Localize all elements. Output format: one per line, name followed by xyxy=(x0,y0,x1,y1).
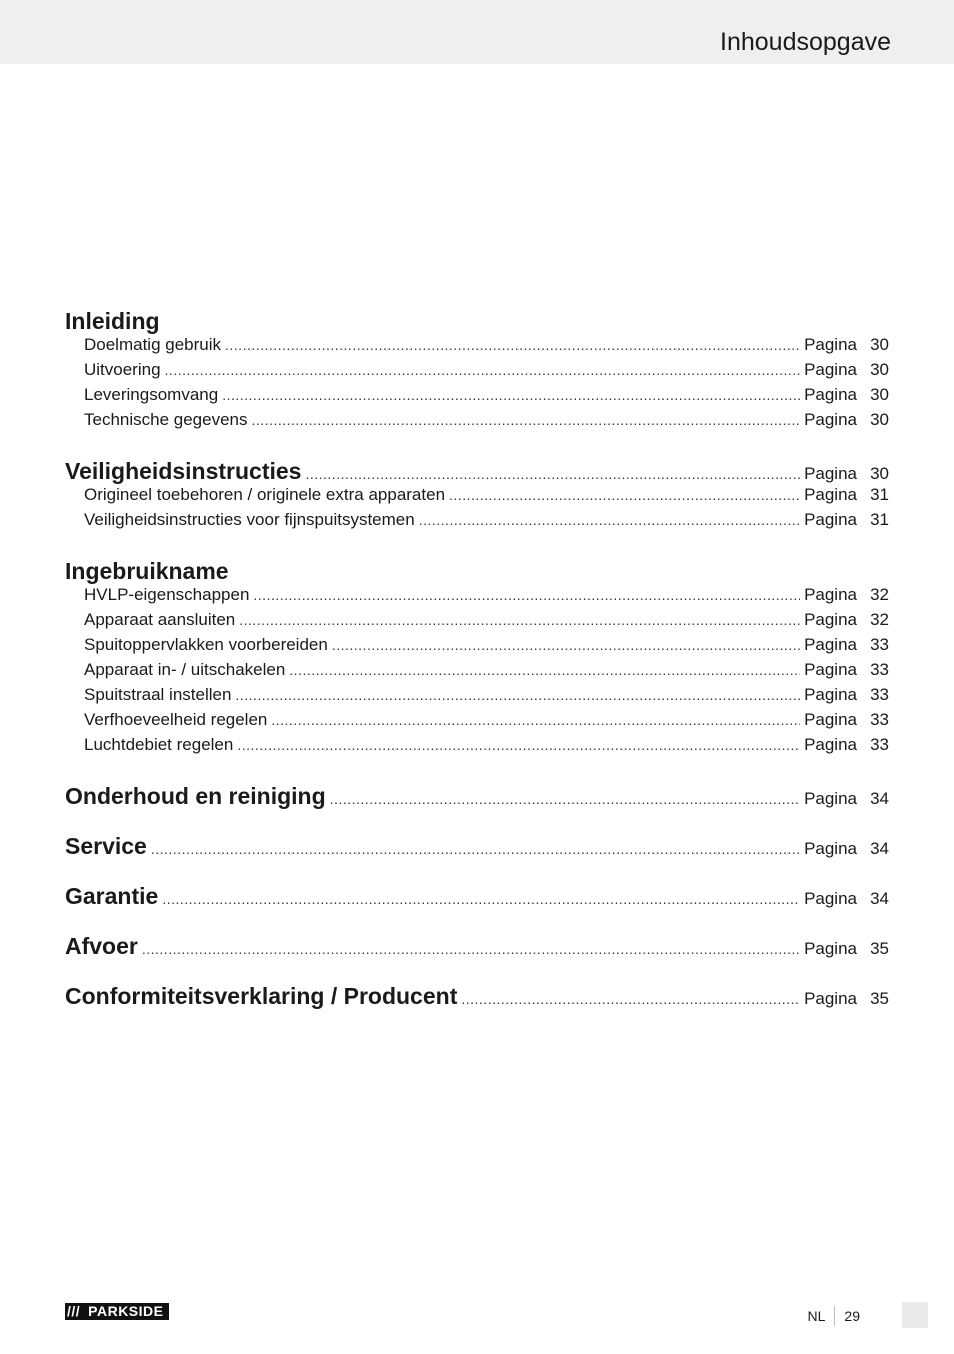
toc-entry[interactable] xyxy=(65,335,889,360)
toc-heading: Garantie xyxy=(65,883,159,909)
page-number: 30 xyxy=(870,385,889,404)
page-label: Pagina xyxy=(804,360,857,379)
toc-entry-label: Spuitoppervlakken voorbereiden xyxy=(84,635,328,654)
toc-heading: Ingebruikname xyxy=(65,558,229,584)
page-label: Pagina xyxy=(804,585,857,604)
toc-section-conformiteit xyxy=(65,983,889,1010)
toc-heading-row[interactable] xyxy=(65,558,889,585)
toc-heading: Conformiteitsverklaring / Producent xyxy=(65,983,458,1009)
page-number: 34 xyxy=(870,889,889,908)
page-number: 33 xyxy=(870,635,889,654)
page-label: Pagina xyxy=(804,789,857,808)
toc-entry[interactable] xyxy=(65,735,889,760)
toc-heading: Service xyxy=(65,833,147,859)
toc-entry[interactable] xyxy=(65,685,889,710)
toc-section-ingebruikname xyxy=(65,558,889,760)
toc-heading-row[interactable] xyxy=(65,983,889,1010)
toc-entry[interactable] xyxy=(65,360,889,385)
toc-entry-label: Uitvoering xyxy=(84,360,161,379)
page-number: 30 xyxy=(870,410,889,429)
page-label: Pagina xyxy=(804,889,857,908)
page-number: 30 xyxy=(870,335,889,354)
page-label: Pagina xyxy=(804,735,857,754)
leader-dots xyxy=(252,412,801,428)
footer-divider xyxy=(834,1306,835,1326)
page-number-footer: 29 xyxy=(844,1308,860,1324)
page-number: 33 xyxy=(870,685,889,704)
leader-dots xyxy=(237,737,800,753)
toc-heading-row[interactable] xyxy=(65,458,889,485)
toc-section-veiligheidsinstructies xyxy=(65,458,889,535)
toc-heading-row[interactable] xyxy=(65,933,889,960)
toc-section-inleiding xyxy=(65,308,889,435)
toc-entry-label: Spuitstraal instellen xyxy=(84,685,232,704)
page-label: Pagina xyxy=(804,710,857,729)
toc-heading-row[interactable] xyxy=(65,783,889,810)
leader-dots xyxy=(225,337,800,353)
toc-section-service xyxy=(65,833,889,860)
toc-entry-label: Leveringsomvang xyxy=(84,385,219,404)
footer-corner-box xyxy=(902,1302,928,1328)
brand-name: PARKSIDE xyxy=(86,1303,169,1320)
page-number: 32 xyxy=(870,610,889,629)
toc-section-onderhoud xyxy=(65,783,889,810)
page-label: Pagina xyxy=(804,510,857,529)
leader-dots xyxy=(305,466,800,482)
page-number: 35 xyxy=(870,989,889,1008)
toc-entry-label: Doelmatig gebruik xyxy=(84,335,222,354)
leader-dots xyxy=(332,637,800,653)
toc-entry[interactable] xyxy=(65,585,889,610)
toc-entry[interactable] xyxy=(65,385,889,410)
page-number: 35 xyxy=(870,939,889,958)
toc-heading: Veiligheidsinstructies xyxy=(65,458,302,484)
leader-dots xyxy=(162,891,800,907)
leader-dots xyxy=(461,991,800,1007)
toc-entry-label: Apparaat in- / uitschakelen xyxy=(84,660,286,679)
leader-dots xyxy=(235,687,800,703)
page-number: 33 xyxy=(870,710,889,729)
table-of-contents xyxy=(65,308,889,1033)
leader-dots xyxy=(271,712,800,728)
toc-entry[interactable] xyxy=(65,610,889,635)
toc-entry[interactable] xyxy=(65,410,889,435)
toc-section-garantie xyxy=(65,883,889,910)
toc-entry-label: Apparaat aansluiten xyxy=(84,610,236,629)
page-number: 33 xyxy=(870,660,889,679)
leader-dots xyxy=(449,487,800,503)
leader-dots xyxy=(165,362,801,378)
toc-entry-label: Verfhoeveelheid regelen xyxy=(84,710,268,729)
page-number: 31 xyxy=(870,485,889,504)
leader-dots xyxy=(151,841,800,857)
page-label: Pagina xyxy=(804,385,857,404)
page-label: Pagina xyxy=(804,939,857,958)
toc-section-afvoer xyxy=(65,933,889,960)
page-label: Pagina xyxy=(804,685,857,704)
toc-entry-label: Origineel toebehoren / originele extra apparaten xyxy=(84,485,446,504)
page-label: Pagina xyxy=(804,410,857,429)
parkside-logo xyxy=(65,1303,169,1320)
toc-entry[interactable] xyxy=(65,710,889,735)
leader-dots xyxy=(419,512,800,528)
page-label: Pagina xyxy=(804,464,857,483)
page-number: 34 xyxy=(870,789,889,808)
brand-stripes: /// xyxy=(65,1303,86,1320)
toc-heading: Onderhoud en reiniging xyxy=(65,783,326,809)
page-label: Pagina xyxy=(804,839,857,858)
leader-dots xyxy=(222,387,800,403)
toc-heading-row[interactable] xyxy=(65,308,889,335)
page-number: 30 xyxy=(870,464,889,483)
page-label: Pagina xyxy=(804,335,857,354)
page-number: 33 xyxy=(870,735,889,754)
toc-entry-label: Veiligheidsinstructies voor fijnspuitsystemen xyxy=(84,510,415,529)
page-label: Pagina xyxy=(804,610,857,629)
toc-heading-row[interactable] xyxy=(65,883,889,910)
footer-page-info xyxy=(808,1306,860,1326)
page-number: 31 xyxy=(870,510,889,529)
leader-dots xyxy=(330,791,800,807)
page-number: 30 xyxy=(870,360,889,379)
toc-entry-label: Luchtdebiet regelen xyxy=(84,735,234,754)
toc-entry-label: HVLP-eigenschappen xyxy=(84,585,250,604)
page-number: 34 xyxy=(870,839,889,858)
page-number: 32 xyxy=(870,585,889,604)
page-label: Pagina xyxy=(804,635,857,654)
toc-heading: Inleiding xyxy=(65,308,160,334)
toc-heading-row[interactable] xyxy=(65,833,889,860)
toc-entry[interactable] xyxy=(65,510,889,535)
language-code: NL xyxy=(807,1308,826,1324)
leader-dots xyxy=(289,662,800,678)
page-label: Pagina xyxy=(804,485,857,504)
leader-dots xyxy=(239,612,800,628)
page-label: Pagina xyxy=(804,989,857,1008)
toc-entry-label: Technische gegevens xyxy=(84,410,248,429)
toc-entry[interactable] xyxy=(65,660,889,685)
page-label: Pagina xyxy=(804,660,857,679)
toc-entry[interactable] xyxy=(65,485,889,510)
toc-entry[interactable] xyxy=(65,635,889,660)
toc-heading: Afvoer xyxy=(65,933,138,959)
leader-dots xyxy=(142,941,800,957)
page-title: Inhoudsopgave xyxy=(720,28,891,56)
leader-dots xyxy=(253,587,800,603)
